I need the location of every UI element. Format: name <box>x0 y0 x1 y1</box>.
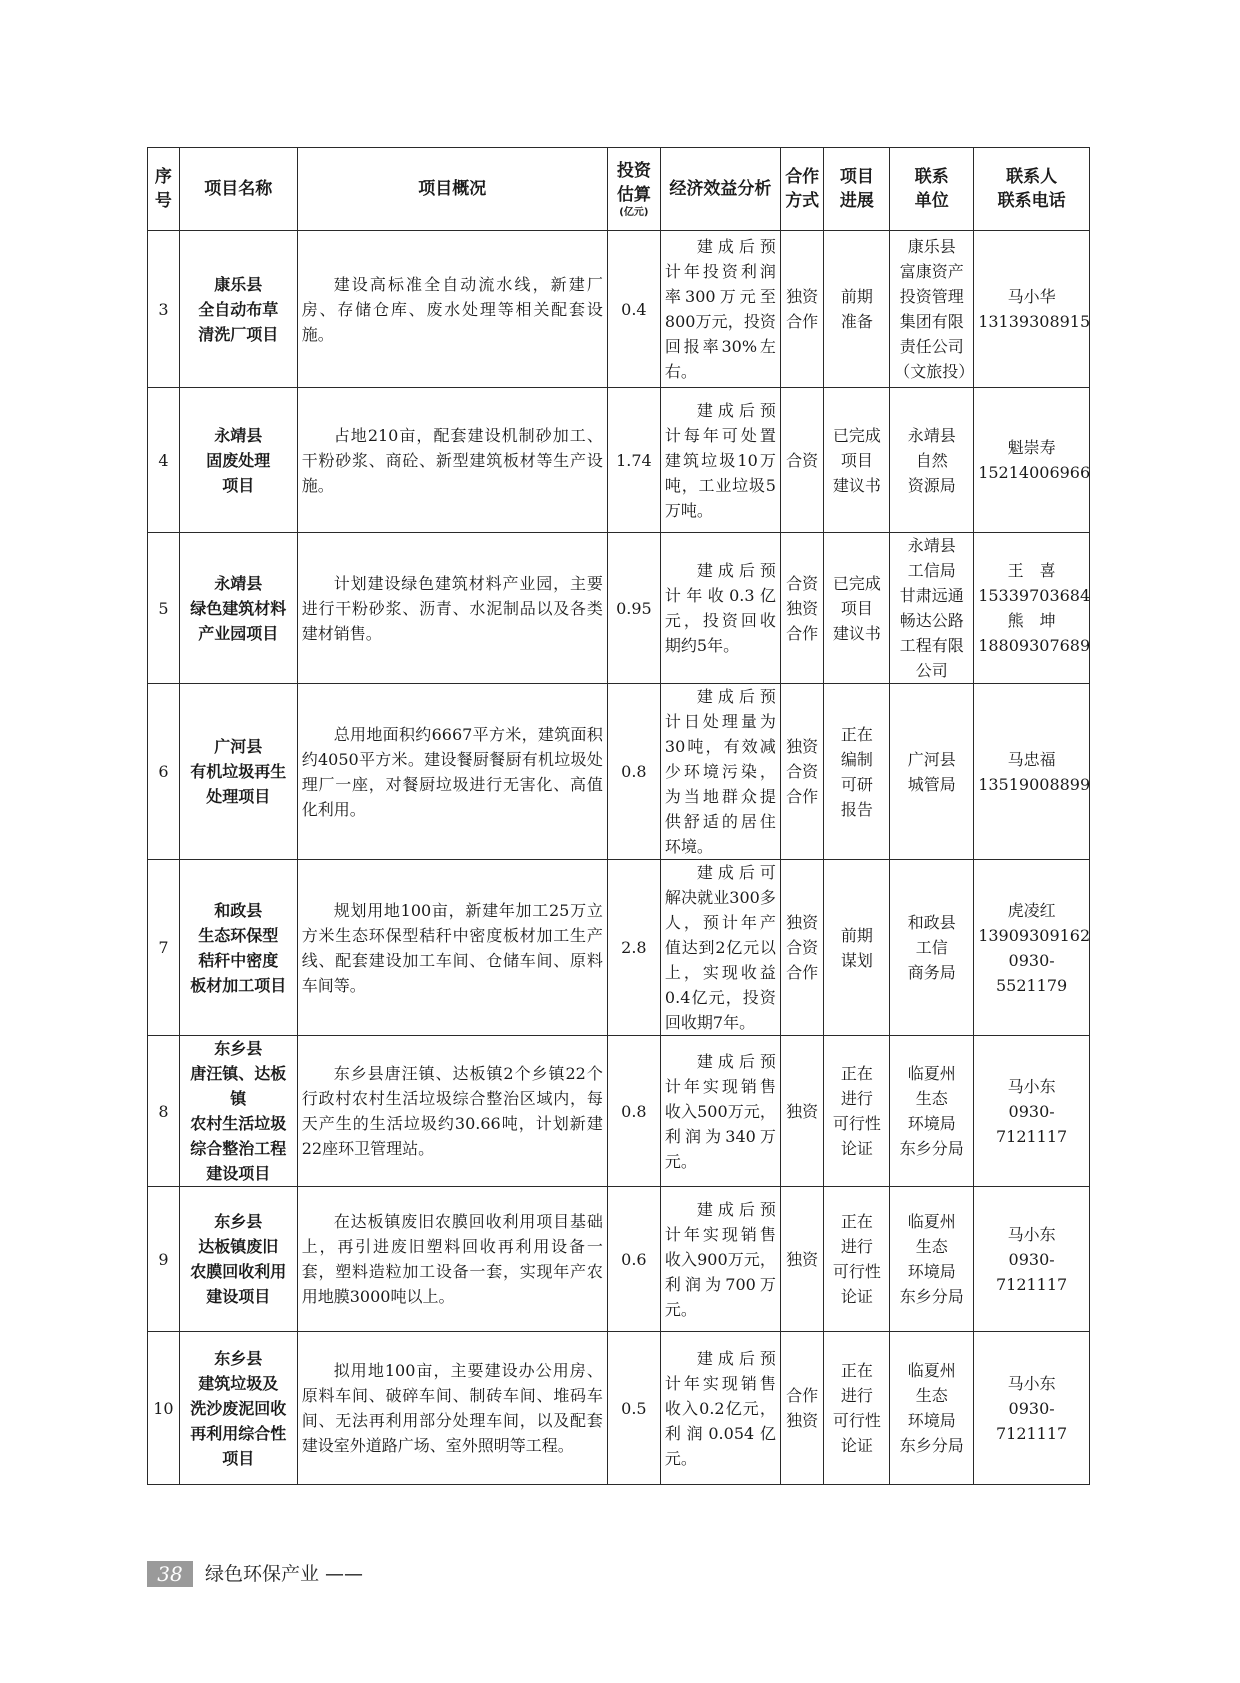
row-seq: 8 <box>148 1036 180 1187</box>
unit-line: 集团有限 <box>899 312 964 331</box>
progress-line: 可行性 <box>832 1262 881 1281</box>
progress-line: 编制 <box>840 749 873 769</box>
row-project-name <box>179 860 297 1036</box>
unit-line: 生态 <box>915 1386 948 1405</box>
unit-line: 城管局 <box>907 774 956 794</box>
unit-line: 广河县 <box>907 749 956 769</box>
unit-line: 商务局 <box>907 963 956 982</box>
row-overview: 计划建设绿色建筑材料产业园，主要进行干粉砂浆、沥青、水泥制品以及各类建材销售。 <box>297 533 607 684</box>
row-unit <box>890 1036 974 1187</box>
row-invest: 1.74 <box>607 388 660 533</box>
project-name-line: 东乡县 <box>214 1039 263 1058</box>
header-progress: 项目 进展 <box>824 148 890 231</box>
progress-line: 进行 <box>840 1237 873 1256</box>
row-invest: 0.8 <box>607 684 660 860</box>
contact-line: 0930-5521179 <box>995 950 1068 995</box>
progress-line: 可行性 <box>832 1411 881 1430</box>
unit-line: 责任公司 <box>899 337 964 356</box>
row-invest: 0.8 <box>607 1036 660 1187</box>
progress-line: 正在 <box>840 1361 873 1380</box>
row-econ: 建成后预计年实现销售收入0.2亿元，利润0.054亿元。 <box>660 1332 780 1485</box>
coop-line: 独资 <box>786 1411 819 1430</box>
row-unit <box>890 1187 974 1332</box>
project-name-line: 永靖县 <box>214 425 263 445</box>
header-invest: 投资 估算 (亿元) <box>607 148 660 231</box>
row-contact <box>974 388 1090 533</box>
coop-line: 独资 <box>786 1249 819 1269</box>
row-progress <box>824 1036 890 1187</box>
coop-line: 独资 <box>786 913 819 932</box>
coop-line: 合作 <box>786 787 819 806</box>
row-coop <box>780 1036 824 1187</box>
progress-line: 谋划 <box>840 950 873 970</box>
unit-line: 工程有限 <box>899 636 964 655</box>
row-overview: 占地210亩，配套建设机制砂加工、干粉砂浆、商砼、新型建筑板材等生产设施。 <box>297 388 607 533</box>
unit-line: 临夏州 <box>907 1361 956 1380</box>
progress-line: 进行 <box>840 1386 873 1405</box>
row-seq: 4 <box>148 388 180 533</box>
row-unit <box>890 860 974 1036</box>
unit-line: 环境局 <box>907 1262 956 1281</box>
project-name-line: 产业园项目 <box>198 623 279 643</box>
table-row <box>148 388 1090 533</box>
row-seq: 6 <box>148 684 180 860</box>
row-project-name <box>179 1036 297 1187</box>
progress-line: 论证 <box>840 1436 873 1455</box>
table-row <box>148 1036 1090 1187</box>
row-econ: 建成后预计年实现销售收入500万元，利润为340万元。 <box>660 1036 780 1187</box>
row-coop <box>780 231 824 388</box>
progress-line: 报告 <box>840 799 873 819</box>
row-contact <box>974 231 1090 388</box>
coop-line: 独资 <box>786 1101 819 1121</box>
unit-line: 投资管理 <box>899 287 964 306</box>
contact-line: 13519008899 <box>978 774 1091 794</box>
row-econ: 建成后预计年投资利润率300万元至800万元，投资回报率30%左右。 <box>660 231 780 388</box>
row-coop <box>780 860 824 1036</box>
project-name-line: 农膜回收利用 <box>190 1262 287 1281</box>
contact-line: 熊 坤 <box>1007 611 1056 630</box>
row-coop <box>780 388 824 533</box>
coop-line: 独资 <box>786 737 819 756</box>
table-row <box>148 533 1090 684</box>
contact-line: 15214006966 <box>978 463 1091 482</box>
row-invest: 0.95 <box>607 533 660 684</box>
project-name-line: 广河县 <box>214 737 263 756</box>
row-econ: 建成后预计年实现销售收入900万元，利润为700万元。 <box>660 1187 780 1332</box>
contact-line: 马小东 <box>1007 1224 1056 1244</box>
row-coop <box>780 684 824 860</box>
project-name-line: 处理项目 <box>206 787 271 806</box>
project-name-line: 达板镇废旧 <box>198 1237 279 1256</box>
unit-line: 和政县 <box>907 913 956 932</box>
project-name-line: 康乐县 <box>214 274 263 294</box>
contact-line: 马忠福 <box>1007 749 1056 769</box>
project-name-line: 建筑垃圾及 <box>198 1373 279 1393</box>
contact-line: 马小华 <box>1007 287 1056 306</box>
header-seq: 序 号 <box>148 148 180 231</box>
row-progress <box>824 388 890 533</box>
project-name-line: 清洗厂项目 <box>198 324 279 344</box>
row-progress <box>824 533 890 684</box>
row-contact <box>974 1036 1090 1187</box>
row-overview: 东乡县唐汪镇、达板镇2个乡镇22个行政村农村生活垃圾综合整治区域内，每天产生的生活垃圾约30.66吨，计划新建22座环卫管理站。 <box>297 1036 607 1187</box>
contact-line: 13909309162 <box>978 925 1091 945</box>
project-name-line: 建设项目 <box>206 1164 271 1183</box>
coop-line: 合资 <box>786 573 819 593</box>
contact-line: 马小东 <box>1007 1373 1056 1393</box>
row-seq: 7 <box>148 860 180 1036</box>
coop-line: 合作 <box>786 963 819 982</box>
coop-line: 独资 <box>786 598 819 618</box>
unit-line: 东乡分局 <box>899 1287 964 1306</box>
coop-line: 合作 <box>786 1386 819 1405</box>
row-project-name <box>179 231 297 388</box>
contact-line: 0930-7121117 <box>995 1398 1068 1443</box>
row-econ: 建成后预计日处理量为30吨，有效减少环境污染，为当地群众提供舒适的居住环境。 <box>660 684 780 860</box>
progress-line: 正在 <box>840 724 873 744</box>
progress-line: 进行 <box>840 1089 873 1108</box>
progress-line: 已完成 <box>832 425 881 445</box>
project-name-line: 再利用综合性 <box>190 1423 287 1443</box>
unit-line: 工信局 <box>907 561 956 580</box>
project-name-line: 固废处理 <box>206 450 271 470</box>
row-coop <box>780 1332 824 1485</box>
progress-line: 正在 <box>840 1212 873 1231</box>
contact-line: 18809307689 <box>978 636 1091 655</box>
page-number: 38 <box>147 1561 193 1587</box>
project-name-line: 全自动布草 <box>198 299 279 319</box>
row-project-name <box>179 1332 297 1485</box>
project-name-line: 有机垃圾再生 <box>190 762 287 781</box>
contact-line: 13139308915 <box>978 312 1091 331</box>
unit-line: 永靖县 <box>907 536 956 555</box>
coop-line: 独资 <box>786 287 819 306</box>
unit-line: 公司 <box>915 661 948 680</box>
row-progress <box>824 684 890 860</box>
header-row <box>148 148 1090 231</box>
unit-line: 富康资产 <box>899 262 964 281</box>
row-econ: 建成后预计年收0.3亿元，投资回收期约5年。 <box>660 533 780 684</box>
unit-line: 永靖县 <box>907 425 956 445</box>
project-name-line: 东乡县 <box>214 1348 263 1368</box>
row-progress <box>824 231 890 388</box>
row-overview: 总用地面积约6667平方米，建筑面积约4050平方米。建设餐厨餐厨有机垃圾处理厂一座，对餐厨垃圾进行无害化、高值化利用。 <box>297 684 607 860</box>
row-invest: 0.6 <box>607 1187 660 1332</box>
row-unit <box>890 684 974 860</box>
row-contact <box>974 533 1090 684</box>
unit-line: 临夏州 <box>907 1064 956 1083</box>
header-name: 项目名称 <box>179 148 297 231</box>
unit-line: 康乐县 <box>907 237 956 256</box>
unit-line: 环境局 <box>907 1114 956 1133</box>
unit-line: 畅达公路 <box>899 611 964 630</box>
unit-line: 工信 <box>915 938 948 957</box>
table-row <box>148 1187 1090 1332</box>
header-econ: 经济效益分析 <box>660 148 780 231</box>
row-seq: 3 <box>148 231 180 388</box>
row-invest: 0.4 <box>607 231 660 388</box>
row-unit <box>890 231 974 388</box>
row-overview: 在达板镇废旧农膜回收利用项目基础上，再引进废旧塑料回收再利用设备一套，塑料造粒加工设备一套，实现年产农用地膜3000吨以上。 <box>297 1187 607 1332</box>
project-table <box>147 147 1090 1485</box>
unit-line: 生态 <box>915 1089 948 1108</box>
project-name-line: 建设项目 <box>206 1287 271 1306</box>
page-footer <box>147 1561 567 1587</box>
header-contact: 联系人 联系电话 <box>974 148 1090 231</box>
contact-line: 15339703684 <box>978 586 1091 605</box>
project-name-line: 综合整治工程 <box>190 1139 287 1158</box>
row-progress <box>824 1187 890 1332</box>
header-coop: 合作 方式 <box>780 148 824 231</box>
row-contact <box>974 1332 1090 1485</box>
row-progress <box>824 1332 890 1485</box>
row-seq: 10 <box>148 1332 180 1485</box>
row-coop <box>780 1187 824 1332</box>
coop-line: 合作 <box>786 623 819 643</box>
row-unit <box>890 533 974 684</box>
unit-line: 临夏州 <box>907 1212 956 1231</box>
project-name-line: 和政县 <box>214 900 263 920</box>
unit-line: 东乡分局 <box>899 1139 964 1158</box>
table-body <box>148 231 1090 1485</box>
row-contact <box>974 1187 1090 1332</box>
table-row <box>148 231 1090 388</box>
coop-line: 合资 <box>786 450 819 470</box>
unit-line: 甘肃远通 <box>899 586 964 605</box>
project-name-line: 绿色建筑材料 <box>190 598 287 618</box>
row-invest: 0.5 <box>607 1332 660 1485</box>
row-project-name <box>179 388 297 533</box>
project-name-line: 生态环保型 <box>198 925 279 945</box>
project-name-line: 东乡县 <box>214 1212 263 1231</box>
progress-line: 建议书 <box>832 475 881 495</box>
progress-line: 建议书 <box>832 623 881 643</box>
coop-line: 合资 <box>786 938 819 957</box>
unit-line: 东乡分局 <box>899 1436 964 1455</box>
row-unit <box>890 1332 974 1485</box>
project-name-line: 农村生活垃圾 <box>190 1114 287 1133</box>
progress-line: 准备 <box>840 312 873 331</box>
row-econ: 建成后预计每年可处置建筑垃圾10万吨，工业垃圾5万吨。 <box>660 388 780 533</box>
unit-line: （文旅投） <box>894 362 975 381</box>
row-progress <box>824 860 890 1036</box>
progress-line: 论证 <box>840 1139 873 1158</box>
row-overview: 建设高标准全自动流水线，新建厂房、存储仓库、废水处理等相关配套设施。 <box>297 231 607 388</box>
contact-line: 魁崇寿 <box>1007 438 1056 457</box>
unit-line: 生态 <box>915 1237 948 1256</box>
row-seq: 5 <box>148 533 180 684</box>
row-overview: 拟用地100亩，主要建设办公用房、原料车间、破碎车间、制砖车间、堆码车间、无法再利用部分处理车间，以及配套建设室外道路广场、室外照明等工程。 <box>297 1332 607 1485</box>
progress-line: 可研 <box>840 774 873 794</box>
project-name-line: 项目 <box>222 1448 255 1468</box>
row-unit <box>890 388 974 533</box>
contact-line: 虎凌红 <box>1007 900 1056 920</box>
progress-line: 项目 <box>840 598 873 618</box>
row-econ: 建成后可解决就业300多人，预计年产值达到2亿元以上，实现收益0.4亿元，投资回收期7年。 <box>660 860 780 1036</box>
row-overview: 规划用地100亩，新建年加工25万立方米生态环保型秸秆中密度板材加工生产线、配套建设加工车间、仓储车间、原料车间等。 <box>297 860 607 1036</box>
progress-line: 论证 <box>840 1287 873 1306</box>
row-project-name <box>179 684 297 860</box>
project-name-line: 板材加工项目 <box>190 975 287 995</box>
row-coop <box>780 533 824 684</box>
row-contact <box>974 684 1090 860</box>
row-seq: 9 <box>148 1187 180 1332</box>
progress-line: 正在 <box>840 1064 873 1083</box>
coop-line: 合资 <box>786 762 819 781</box>
coop-line: 合作 <box>786 312 819 331</box>
unit-line: 环境局 <box>907 1411 956 1430</box>
project-name-line: 项目 <box>222 475 255 495</box>
table-row <box>148 860 1090 1036</box>
unit-line: 资源局 <box>907 475 956 495</box>
table-row <box>148 1332 1090 1485</box>
row-invest: 2.8 <box>607 860 660 1036</box>
table-row <box>148 684 1090 860</box>
project-name-line: 唐汪镇、达板镇 <box>190 1064 287 1108</box>
project-name-line: 秸秆中密度 <box>198 950 279 970</box>
header-unit: 联系 单位 <box>890 148 974 231</box>
footer-title: 绿色环保产业 —— <box>205 1563 364 1585</box>
unit-line: 自然 <box>915 450 948 470</box>
row-project-name <box>179 533 297 684</box>
contact-line: 0930-7121117 <box>995 1101 1068 1146</box>
header-overview: 项目概况 <box>297 148 607 231</box>
project-name-line: 洗沙废泥回收 <box>190 1398 287 1418</box>
project-name-line: 永靖县 <box>214 573 263 593</box>
row-contact <box>974 860 1090 1036</box>
contact-line: 马小东 <box>1007 1076 1056 1096</box>
progress-line: 项目 <box>840 450 873 470</box>
progress-line: 前期 <box>840 925 873 945</box>
progress-line: 可行性 <box>832 1114 881 1133</box>
progress-line: 已完成 <box>832 573 881 593</box>
contact-line: 王 喜 <box>1007 561 1056 580</box>
progress-line: 前期 <box>840 287 873 306</box>
contact-line: 0930-7121117 <box>995 1249 1068 1294</box>
row-project-name <box>179 1187 297 1332</box>
